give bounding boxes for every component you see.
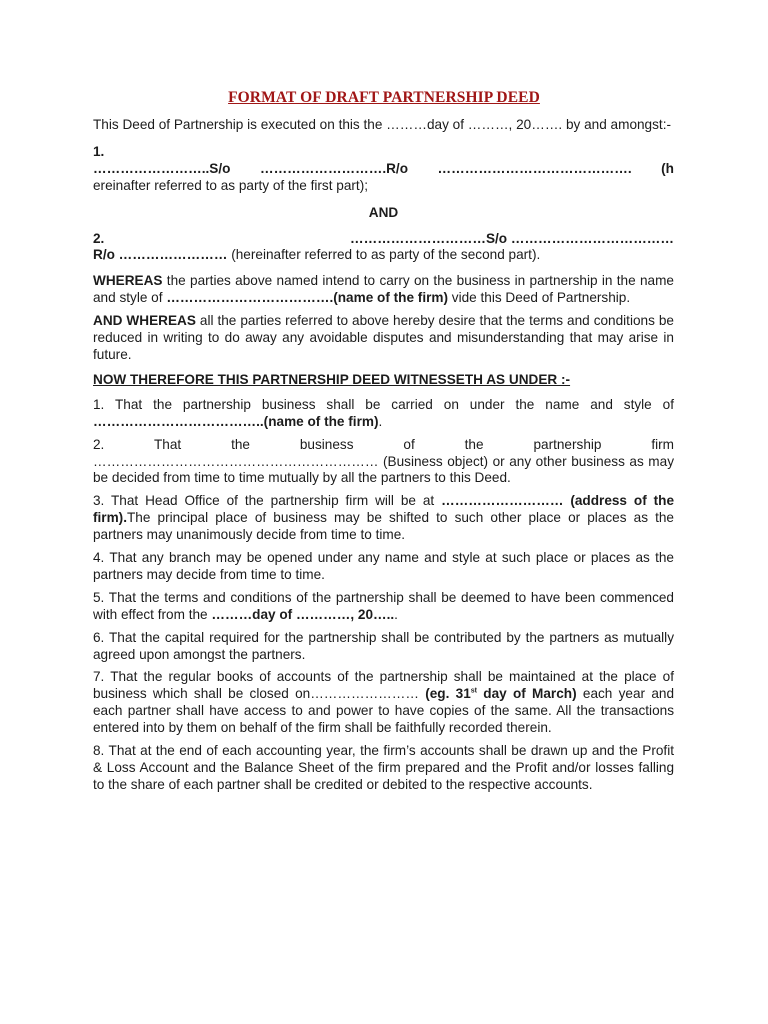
document-title: FORMAT OF DRAFT PARTNERSHIP DEED bbox=[228, 89, 540, 106]
clause-7-example-a: (eg. 31 bbox=[425, 686, 471, 702]
party-two bbox=[93, 231, 674, 265]
party-two-note bbox=[93, 247, 674, 264]
clause-3-address-blank: ……………………… (address of the firm). bbox=[93, 493, 674, 526]
party-one-note: ereinafter referred to as party of the first part); bbox=[93, 177, 369, 193]
clause-7-rest: each year and each partner shall have access to and power to have copies of the same. All the transactions entered into by them on behalf of the firm shall be faithfully recorded therein. bbox=[93, 686, 675, 736]
clause-7-example bbox=[425, 686, 576, 701]
party-two-residence-blank: R/o …………………… bbox=[93, 247, 228, 263]
party-one-line bbox=[93, 161, 674, 178]
party-one-number: 1. bbox=[93, 143, 105, 159]
party-one bbox=[93, 144, 674, 195]
clause-7-text: 7. That the regular books of accounts of the partnership shall be maintained at the place of business which shall be closed on…………………… bbox=[93, 669, 674, 702]
clause-2-text: ……………………………………………………… (Business object) or any other business as may be decided from time to time mutually by all the partners to this Deed. bbox=[93, 453, 674, 486]
clause-8: 8. That at the end of each accounting year, the firm’s accounts shall be drawn up and the Profit & Loss Account and the Balance Sheet of the firm prepared and the Profit and/or losses falling to the share of each partner shall be credited or debited to the respective accounts. bbox=[93, 743, 674, 792]
party-two-line bbox=[93, 231, 674, 248]
clause-7 bbox=[93, 669, 674, 737]
and-whereas-paragraph bbox=[93, 313, 674, 364]
whereas-firm-name-blank: ……………………………….(name of the firm) bbox=[166, 290, 449, 306]
whereas-paragraph bbox=[93, 273, 674, 307]
clause-2-line-1: 2. That the business of the partnership firm bbox=[93, 436, 674, 452]
document-body bbox=[93, 117, 674, 800]
witnesseth-heading: NOW THEREFORE THIS PARTNERSHIP DEED WITNESSETH AS UNDER :- bbox=[93, 371, 571, 387]
party-two-number: 2. bbox=[93, 230, 105, 246]
clause-6: 6. That the capital required for the partnership shall be contributed by the partners as mutually agreed upon amongst the partners. bbox=[93, 629, 674, 662]
whereas-text-c: vide this Deed of Partnership. bbox=[448, 290, 631, 306]
and-whereas-text: all the parties referred to above hereby desire that the terms and conditions be reduced in writing to do away any avoidable disputes and misunderstanding that may arise in future. bbox=[93, 313, 674, 362]
clause-7-ordinal: st bbox=[470, 687, 478, 695]
clause-3-text: 3. That Head Office of the partnership firm will be at bbox=[93, 493, 442, 509]
intro-paragraph: This Deed of Partnership is executed on this the ………day of ………, 20……. by and amongst:- bbox=[93, 117, 671, 132]
clause-3-rest: The principal place of business may be shifted to such other place or places as the partners may unanimously decide from time to time. bbox=[93, 510, 674, 543]
clause-1-text: 1. That the partnership business shall be carried on under the name and style of bbox=[93, 396, 674, 412]
clause-4: 4. That any branch may be opened under any name and style at such place or places as the partners may decide from time to time. bbox=[93, 550, 674, 582]
clause-5-date-blank: ………day of …………, 20….. bbox=[211, 606, 395, 622]
and-separator: AND bbox=[368, 204, 399, 220]
clause-5-end: . bbox=[394, 606, 398, 622]
clause-7-example-b: day of March) bbox=[477, 686, 577, 702]
clause-1 bbox=[93, 397, 674, 431]
clause-3 bbox=[93, 493, 674, 544]
clause-5-text: 5. That the terms and conditions of the partnership shall be deemed to have been commenced with effect from the bbox=[93, 589, 674, 622]
party-one-blanks: ……………………..S/o ……………………….R/o ……………………………………. (h bbox=[93, 160, 674, 176]
clause-2 bbox=[93, 437, 674, 488]
and-whereas-lead: AND WHEREAS bbox=[93, 313, 196, 329]
clause-5 bbox=[93, 590, 674, 624]
clause-1-end: . bbox=[378, 413, 383, 429]
whereas-text-a: the parties above named intend to carry on the business in partnership in the name and style of bbox=[93, 273, 674, 306]
party-two-blanks: …………………………S/o ……………………………… bbox=[350, 230, 674, 246]
clause-1-firm-blank: ………………………………..(name of the firm) bbox=[93, 413, 379, 429]
party-two-note-text: (hereinafter referred to as party of the second part). bbox=[227, 247, 541, 263]
whereas-lead: WHEREAS bbox=[93, 273, 163, 289]
